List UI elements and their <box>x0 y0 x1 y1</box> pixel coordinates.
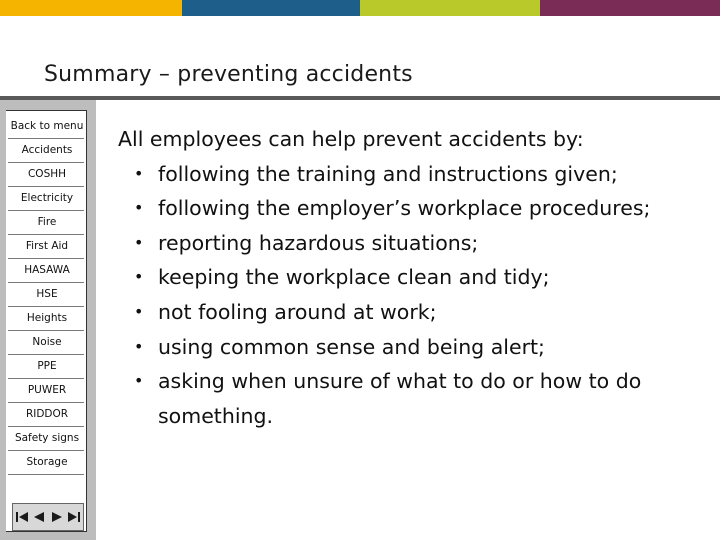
sidebar-divider <box>8 138 84 139</box>
sidebar-item-noise[interactable]: Noise <box>32 336 62 348</box>
first-icon[interactable] <box>15 509 29 525</box>
top-color-bar <box>0 0 720 16</box>
list-item-text: following the employer’s workplace procedures; <box>158 196 651 221</box>
list-item <box>118 226 708 261</box>
sidebar-item-riddor[interactable]: RIDDOR <box>25 408 69 420</box>
list-item-text: asking when unsure of what to do or how to do something. <box>158 369 642 428</box>
sidebar-item-hasawa[interactable]: HASAWA <box>24 264 70 276</box>
sidebar-divider <box>8 354 84 355</box>
list-item <box>118 330 708 365</box>
bullet-icon: • <box>134 371 144 391</box>
list-item-text: keeping the workplace clean and tidy; <box>158 265 550 290</box>
sidebar-menu <box>6 110 87 532</box>
sidebar-divider <box>8 258 84 259</box>
list-item <box>118 295 708 330</box>
sidebar-item-coshh[interactable]: COSHH <box>27 168 67 180</box>
bullet-list <box>118 157 708 434</box>
list-item-text: reporting hazardous situations; <box>158 230 479 255</box>
list-item-text: following the training and instructions given; <box>158 161 618 186</box>
bullet-icon: • <box>134 336 144 356</box>
main-content <box>118 122 708 433</box>
bullet-icon: • <box>134 232 144 252</box>
bullet-icon: • <box>134 267 144 287</box>
color-strip-blue <box>182 0 360 16</box>
bullet-icon: • <box>134 198 144 218</box>
list-item <box>118 157 708 192</box>
list-item-text: using common sense and being alert; <box>158 334 545 359</box>
sidebar-item-ppe[interactable]: PPE <box>37 360 57 372</box>
bullet-icon: • <box>134 301 144 321</box>
sidebar-divider <box>8 474 84 475</box>
last-icon[interactable] <box>67 509 81 525</box>
page-title: Summary – preventing accidents <box>44 62 413 87</box>
color-strip-purple <box>540 0 720 16</box>
sidebar-item-first-aid[interactable]: First Aid <box>25 240 69 252</box>
header <box>0 16 720 96</box>
sidebar-divider <box>8 426 84 427</box>
list-item-text: not fooling around at work; <box>158 299 437 324</box>
list-item <box>118 191 708 226</box>
sidebar-item-back-to-menu[interactable]: Back to menu <box>10 120 84 132</box>
sidebar-divider <box>8 282 84 283</box>
sidebar-divider <box>8 186 84 187</box>
list-item <box>118 260 708 295</box>
bullet-icon: • <box>134 163 144 183</box>
color-strip-yellow <box>0 0 182 16</box>
sidebar-divider <box>8 162 84 163</box>
sidebar-divider <box>8 378 84 379</box>
sidebar-item-electricity[interactable]: Electricity <box>20 192 74 204</box>
sidebar-divider <box>8 234 84 235</box>
slide-navigation <box>12 503 84 531</box>
sidebar-item-puwer[interactable]: PUWER <box>27 384 67 396</box>
sidebar-divider <box>8 306 84 307</box>
previous-icon[interactable] <box>32 509 46 525</box>
sidebar-item-storage[interactable]: Storage <box>26 456 68 468</box>
intro-text: All employees can help prevent accidents by: <box>118 127 584 151</box>
list-item <box>118 364 708 433</box>
sidebar-divider <box>8 402 84 403</box>
sidebar-divider <box>8 210 84 211</box>
sidebar-item-heights[interactable]: Heights <box>26 312 68 324</box>
sidebar <box>0 100 96 540</box>
sidebar-divider <box>8 450 84 451</box>
color-strip-green <box>360 0 540 16</box>
sidebar-item-hse[interactable]: HSE <box>36 288 58 300</box>
header-divider <box>0 96 720 100</box>
sidebar-item-fire[interactable]: Fire <box>37 216 57 228</box>
sidebar-item-accidents[interactable]: Accidents <box>21 144 73 156</box>
sidebar-divider <box>8 330 84 331</box>
next-icon[interactable] <box>50 509 64 525</box>
sidebar-item-safety-signs[interactable]: Safety signs <box>14 432 80 444</box>
